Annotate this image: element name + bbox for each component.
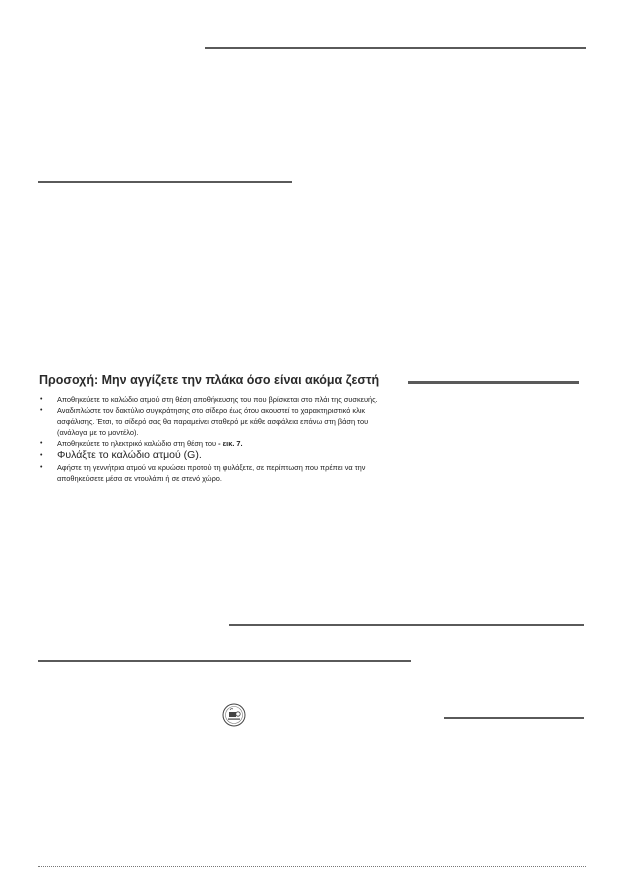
- section-rule-4: [229, 624, 584, 626]
- instruction-list: [38, 394, 388, 484]
- list-item: • Φυλάξτε το καλώδιο ατμού (G).: [38, 449, 388, 462]
- section-rule-1: [205, 47, 586, 49]
- page-bottom-border: [38, 866, 586, 867]
- list-item: • Αποθηκεύετε το καλώδιο ατμού στη θέση αποθήκευσης του που βρίσκεται στο πλάι της συσκευής.: [38, 394, 388, 405]
- warning-heading: Προσοχή: Μην αγγίζετε την πλάκα όσο είναι ακόμα ζεστή: [39, 373, 380, 387]
- section-rule-3: [408, 381, 579, 384]
- list-item: • Αναδιπλώστε τον δακτύλιο συγκράτησης στο σίδερο έως ότου ακουστεί το χαρακτηριστικό κλικ ασφάλισης. Έτσι, το σίδερό σας θα παραμείνει σταθερό με κάθε ασφάλεια επάνω στη βάση του (ανάλογα με το μοντέλο).: [38, 405, 388, 438]
- environment-seal-icon: [222, 703, 246, 727]
- list-item: • Αποθηκεύετε το ηλεκτρικό καλώδιο στη θέση του - εικ. 7.: [38, 438, 388, 449]
- list-item: • Αφήστε τη γεννήτρια ατμού να κρυώσει προτού τη φυλάξετε, σε περίπτωση που πρέπει να την αποθηκεύσετε μέσα σε ντουλάπι ή σε στενό χώρο.: [38, 462, 388, 484]
- section-rule-5: [38, 660, 411, 662]
- figure-reference: - εικ. 7.: [218, 439, 243, 448]
- section-rule-2: [38, 181, 292, 183]
- section-rule-6: [444, 717, 584, 719]
